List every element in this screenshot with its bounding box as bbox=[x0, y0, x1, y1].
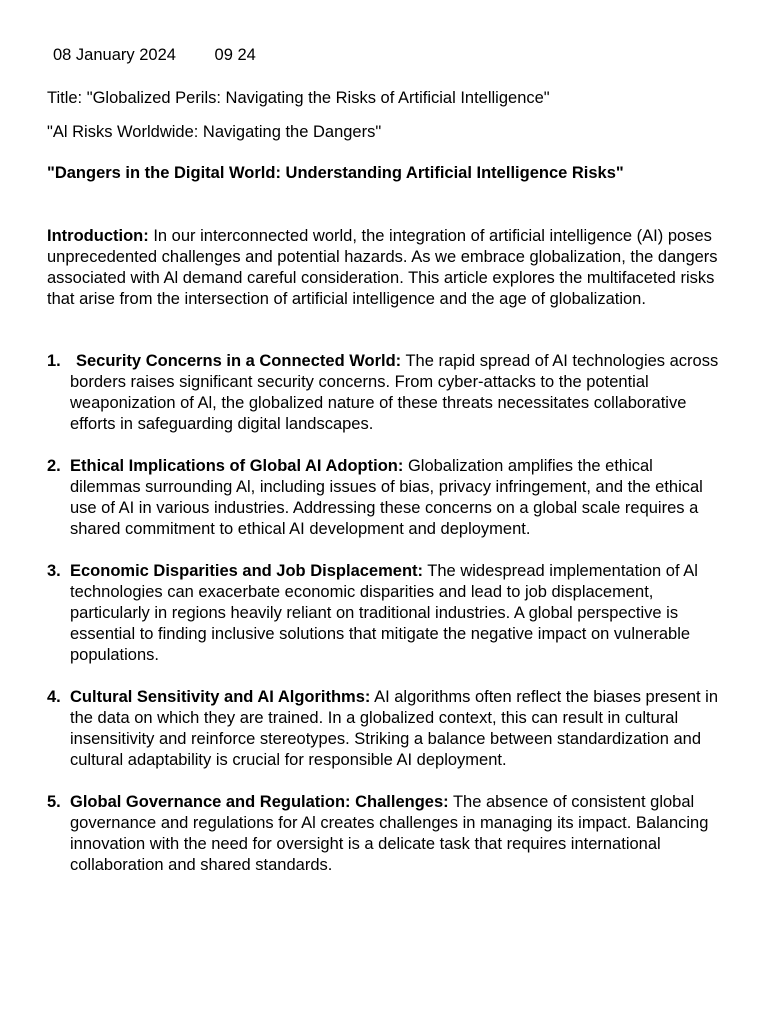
list-item-text: AI algorithms often reflect the biases present in the data on which they are trained. In a globalized context, this can result in cultural insensitivity and reinforce stereotypes. Striking a balance between standardization and cultural adaptability is crucial for responsible AI deployment. bbox=[70, 688, 719, 769]
list-item-text: The absence of consistent global governance and regulations for Al creates challenges in managing its impact. Balancing innovation with the need for oversight is a delicate task that requires international collaboration and shared standards. bbox=[70, 793, 709, 874]
list-item-title: Ethical Implications of Global AI Adoption: bbox=[70, 457, 404, 475]
list-item-number: 3. bbox=[47, 562, 61, 580]
list-item-number: 4. bbox=[47, 688, 61, 706]
list-item bbox=[47, 792, 727, 876]
list-item-text: Globalization amplifies the ethical dilemmas surrounding Al, including issues of bias, privacy infringement, and the ethical use of AI in various industries. Addressing these concerns on a global scale requires a shared commitment to ethical AI development and deployment. bbox=[70, 457, 703, 538]
list-item-number: 5. bbox=[47, 793, 61, 811]
introduction-label: Introduction: bbox=[47, 227, 149, 245]
title-line: Title: "Globalized Perils: Navigating the Risks of Artificial Intelligence" bbox=[47, 89, 550, 107]
subtitle-line: "Al Risks Worldwide: Navigating the Dangers" bbox=[47, 123, 382, 141]
list-item-title: Economic Disparities and Job Displacement: bbox=[70, 562, 424, 580]
introduction-paragraph bbox=[47, 226, 727, 310]
dateline bbox=[53, 45, 256, 66]
list-item-text: The widespread implementation of Al technologies can exacerbate economic disparities and lead to job displacement, particularly in regions heavily reliant on traditional industries. A global perspective is essential to finding inclusive solutions that mitigate the negative impact on vulnerable populations. bbox=[70, 562, 698, 664]
list-item-title: Global Governance and Regulation: Challenges: bbox=[70, 793, 449, 811]
time-text: 09 24 bbox=[214, 46, 256, 64]
list-item bbox=[47, 561, 727, 666]
date-text: 08 January 2024 bbox=[53, 46, 176, 64]
list-item-text: The rapid spread of AI technologies across borders raises significant security concerns. From cyber-attacks to the potential weaponization of Al, the globalized nature of these threats necessitates collaborative efforts in safeguarding digital landscapes. bbox=[70, 352, 719, 433]
list-item bbox=[47, 351, 727, 435]
document-heading: "Dangers in the Digital World: Understanding Artificial Intelligence Risks" bbox=[47, 164, 624, 182]
list-item-number: 1. bbox=[47, 352, 61, 370]
list-item-title: Cultural Sensitivity and AI Algorithms: bbox=[70, 688, 371, 706]
list-item bbox=[47, 456, 727, 540]
list-item-title: Security Concerns in a Connected World: bbox=[76, 352, 402, 370]
risk-list bbox=[47, 351, 727, 897]
introduction-text: In our interconnected world, the integration of artificial intelligence (AI) poses unprecedented challenges and potential hazards. As we embrace globalization, the dangers associated with Al demand careful consideration. This article explores the multifaceted risks that arise from the intersection of artificial intelligence and the age of globalization. bbox=[47, 227, 718, 308]
list-item-number: 2. bbox=[47, 457, 61, 475]
list-item bbox=[47, 687, 727, 771]
